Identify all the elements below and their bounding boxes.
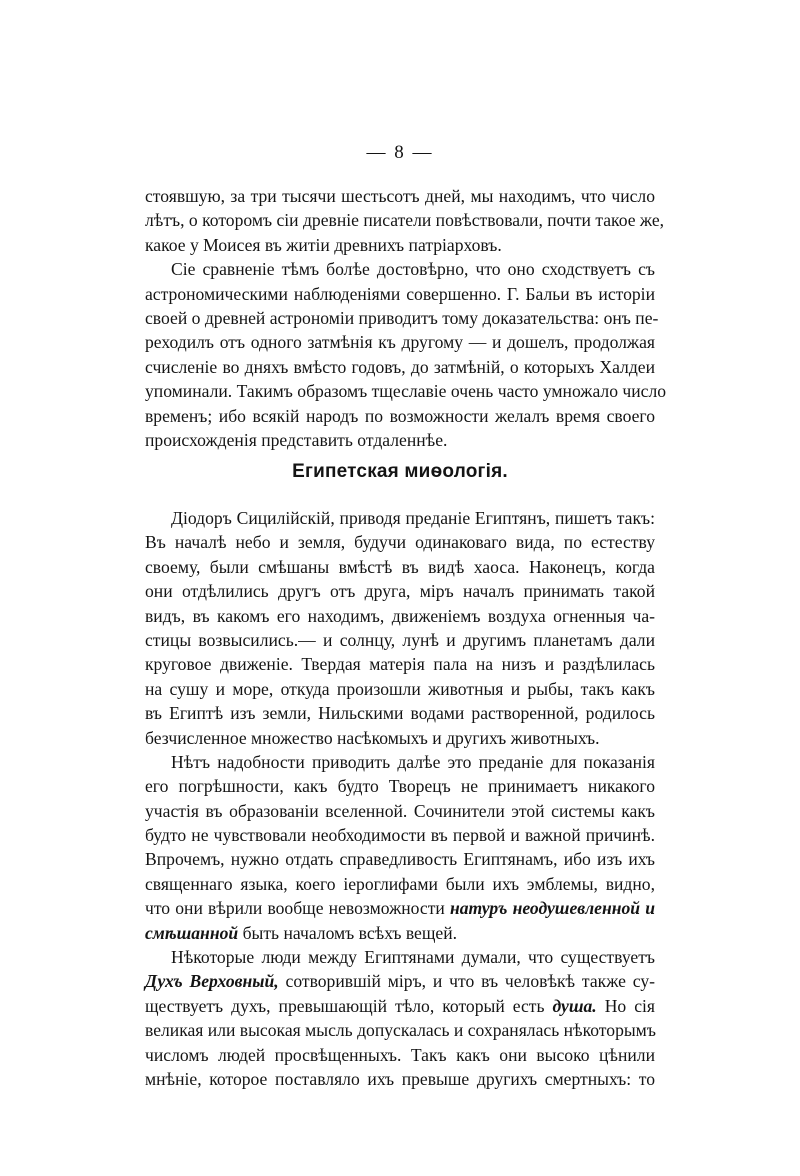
text-line: будто не чувствовали необходимости въ первой и важной причинѣ. <box>145 825 655 846</box>
text-line: упоминали. Такимъ образомъ тщеславіе очень часто умножало число <box>145 381 667 402</box>
text-run: быть началомъ всѣхъ вещей. <box>242 922 458 943</box>
text-line: стицы возвысились.— и солнцу, лунѣ и другимъ планетамъ дали <box>145 629 655 650</box>
text-line: лѣтъ, о которомъ сіи древніе писатели повѣствовали, почти такое же, <box>145 210 665 231</box>
text-line <box>145 994 655 1018</box>
text-line: они отдѣлились другъ отъ друга, міръ началъ принимать такой <box>145 581 655 602</box>
italic-phrase: душа. <box>552 995 597 1016</box>
text-line: числомъ людей просвѣщенныхъ. Такъ какъ они высоко цѣнили <box>145 1044 655 1065</box>
paragraph <box>145 945 655 1091</box>
text-line: Впрочемъ, нужно отдать справедливость Египтянамъ, ибо изъ ихъ <box>145 849 655 870</box>
italic-phrase: Духъ Верховный, <box>145 971 279 992</box>
paragraph <box>145 184 665 257</box>
text-line: его погрѣшности, какъ будто Творецъ не принимаетъ никакого <box>145 776 655 797</box>
paragraph <box>145 506 655 750</box>
text-line: стоявшую, за три тысячи шестьсотъ дней, мы находимъ, что число <box>145 186 655 206</box>
text-line <box>145 969 655 993</box>
italic-phrase: смѣшанной <box>145 922 239 943</box>
text-line: своему, были смѣшаны вмѣстѣ въ видѣ хаоса. Наконецъ, когда <box>145 556 655 577</box>
page-number: — 8 — <box>366 142 434 163</box>
text-line: круговое движеніе. Твердая матерія пала на низъ и раздѣлилась <box>145 654 655 675</box>
text-line: безчисленное множество насѣкомыхъ и другихъ животныхъ. <box>145 727 600 748</box>
text-line: въ Египтѣ изъ земли, Нильскими водами растворенной, родилось <box>145 703 655 724</box>
text-line <box>145 896 655 920</box>
text-run: сотворившій міръ, и что въ человѣкѣ также су- <box>285 971 655 992</box>
text-line: своей о древней астрономіи приводитъ тому доказательства: онъ пе- <box>145 307 659 328</box>
paragraph <box>145 750 655 945</box>
text-run: Но сія <box>604 995 655 1016</box>
italic-phrase: натуръ неодушевленной и <box>449 898 655 919</box>
text-line: астрономическими наблюденіями совершенно. Г. Бальи въ исторіи <box>145 283 655 304</box>
text-line: великая или высокая мысль допускалась и сохранялась нѣкоторымъ <box>145 1020 656 1041</box>
text-line: на сушу и море, откуда произошли животныя и рыбы, такъ какъ <box>145 678 655 699</box>
paragraph <box>145 257 667 452</box>
text-line: видъ, въ какомъ его находимъ, движеніемъ воздуха огненныя ча- <box>145 605 655 626</box>
text-line: какое у Моисея въ житіи древнихъ патріарховъ. <box>145 234 502 255</box>
text-line: временъ; ибо всякій народъ по возможности желалъ время своего <box>145 405 655 426</box>
text-run: что они вѣрили вообще невозможности <box>145 898 445 919</box>
text-line <box>145 921 655 945</box>
text-run: ществуетъ духъ, превышающій тѣло, который есть <box>145 995 545 1016</box>
section-heading: Египетская миѳологія. <box>292 461 508 482</box>
text-line: Въ началѣ небо и земля, будучи одинаковаго вида, по естеству <box>145 532 655 553</box>
text-line: Сіе сравненіе тѣмъ болѣе достовѣрно, что оно сходствуетъ съ <box>171 259 655 280</box>
text-line: Діодоръ Сицилійскій, приводя преданіе Египтянъ, пишетъ такъ: <box>171 508 655 528</box>
text-line: священнаго языка, коего іероглифами были ихъ эмблемы, видно, <box>145 873 655 894</box>
text-line: счисленіе во дняхъ вмѣсто годовъ, до затмѣній, о которыхъ Халдеи <box>145 356 655 377</box>
text-line: Нѣтъ надобности приводить далѣе это преданіе для показанія <box>171 751 655 772</box>
text-block-top <box>145 184 667 452</box>
text-line: происхожденія представить отдаленнѣе. <box>145 429 448 450</box>
text-line: мнѣніе, которое поставляло ихъ превыше другихъ смертныхъ: то <box>145 1068 655 1089</box>
text-block-bottom <box>145 506 655 1091</box>
text-line: участія въ образованіи вселенной. Сочинители этой системы какъ <box>145 800 655 821</box>
text-line: Нѣкоторые люди между Египтянами думали, что существуетъ <box>171 947 655 968</box>
text-line: реходилъ отъ одного затмѣнія къ другому — и дошелъ, продолжая <box>145 332 655 353</box>
